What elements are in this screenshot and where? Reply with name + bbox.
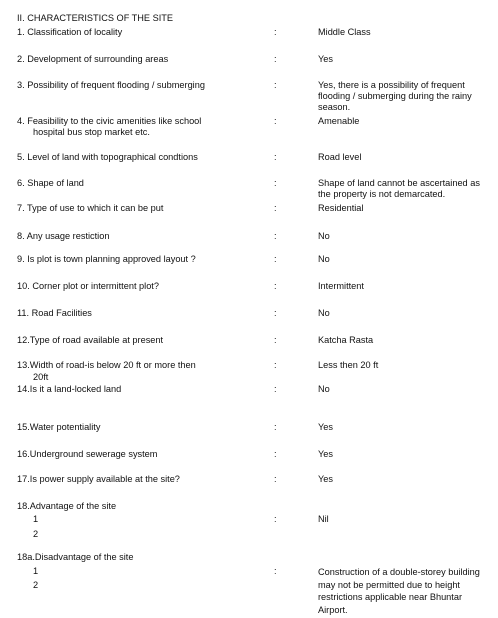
row-label-land-locked: 14.Is it a land-locked land	[17, 384, 122, 394]
row-colon: :	[274, 27, 277, 37]
advantage-item-2: 2	[33, 529, 39, 539]
row-value-type-of-road: Katcha Rasta	[318, 335, 374, 345]
disadvantage-label: 18a.Disadvantage of the site	[17, 552, 134, 562]
row-colon: :	[274, 178, 277, 188]
row-label-type-of-use: 7. Type of use to which it can be put	[17, 203, 164, 213]
row-colon: :	[274, 449, 277, 459]
row-colon: :	[274, 308, 277, 318]
row-value-road-facilities: No	[318, 308, 330, 318]
row-value-town-planning: No	[318, 254, 330, 264]
row-value-level-of-land: Road level	[318, 152, 362, 162]
row-label-sewerage: 16.Underground sewerage system	[17, 449, 158, 459]
row-value-flooding: Yes, there is a possibility of frequent flooding / submerging during the rainy season.	[318, 80, 472, 112]
row-value-development: Yes	[318, 54, 333, 64]
row-colon: :	[274, 335, 277, 345]
row-label-corner-plot: 10. Corner plot or intermittent plot?	[17, 281, 159, 291]
row-label-level-of-land: 5. Level of land with topographical condtions	[17, 152, 198, 162]
row-colon: :	[274, 360, 277, 370]
row-label-shape-of-land: 6. Shape of land	[17, 178, 84, 188]
row-value-water-potentiality: Yes	[318, 422, 333, 432]
row-colon: :	[274, 566, 277, 576]
row-label-flooding: 3. Possibility of frequent flooding / submerging	[17, 80, 205, 90]
advantage-item-1: 1	[33, 514, 39, 524]
row-label-civic-amenities-cont: hospital bus stop market etc.	[33, 127, 150, 137]
row-label-development: 2. Development of surrounding areas	[17, 54, 169, 64]
disadvantage-item-2: 2	[33, 580, 39, 590]
row-label-town-planning: 9. Is plot is town planning approved layout ?	[17, 254, 196, 264]
advantage-label: 18.Advantage of the site	[17, 501, 117, 511]
row-label-width-of-road: 13.Width of road-is below 20 ft or more then	[17, 360, 196, 370]
row-colon: :	[274, 231, 277, 241]
row-colon: :	[274, 474, 277, 484]
row-value-power-supply: Yes	[318, 474, 333, 484]
section-title: II. CHARACTERISTICS OF THE SITE	[17, 13, 174, 23]
row-label-width-of-road-cont: 20ft	[33, 372, 49, 382]
row-colon: :	[274, 203, 277, 213]
row-value-land-locked: No	[318, 384, 330, 394]
row-colon: :	[274, 384, 277, 394]
row-value-corner-plot: Intermittent	[318, 281, 364, 291]
row-label-usage-restriction: 8. Any usage restiction	[17, 231, 110, 241]
row-colon: :	[274, 281, 277, 291]
advantage-value: Nil	[318, 514, 329, 524]
row-colon: :	[274, 54, 277, 64]
row-label-classification: 1. Classification of locality	[17, 27, 123, 37]
row-value-classification: Middle Class	[318, 27, 371, 37]
row-label-type-of-road: 12.Type of road available at present	[17, 335, 164, 345]
row-value-usage-restriction: No	[318, 231, 330, 241]
row-value-civic-amenities: Amenable	[318, 116, 360, 126]
row-colon: :	[274, 422, 277, 432]
row-colon: :	[274, 152, 277, 162]
disadvantage-value: Construction of a double-storey building may not be permitted due to height restrictions applicable near Bhuntar Airport.	[318, 567, 480, 615]
row-colon: :	[274, 116, 277, 126]
row-colon: :	[274, 80, 277, 90]
row-label-road-facilities: 11. Road Facilities	[17, 308, 92, 318]
row-value-type-of-use: Residential	[318, 203, 364, 213]
row-value-shape-of-land: Shape of land cannot be ascertained as the property is not demarcated.	[318, 178, 480, 199]
row-colon: :	[274, 254, 277, 264]
row-value-sewerage: Yes	[318, 449, 333, 459]
disadvantage-item-1: 1	[33, 566, 39, 576]
row-colon: :	[274, 514, 277, 524]
row-value-width-of-road: Less then 20 ft	[318, 360, 379, 370]
row-label-power-supply: 17.Is power supply available at the site?	[17, 474, 180, 484]
row-label-water-potentiality: 15.Water potentiality	[17, 422, 101, 432]
row-label-civic-amenities: 4. Feasibility to the civic amenities like school	[17, 116, 202, 126]
